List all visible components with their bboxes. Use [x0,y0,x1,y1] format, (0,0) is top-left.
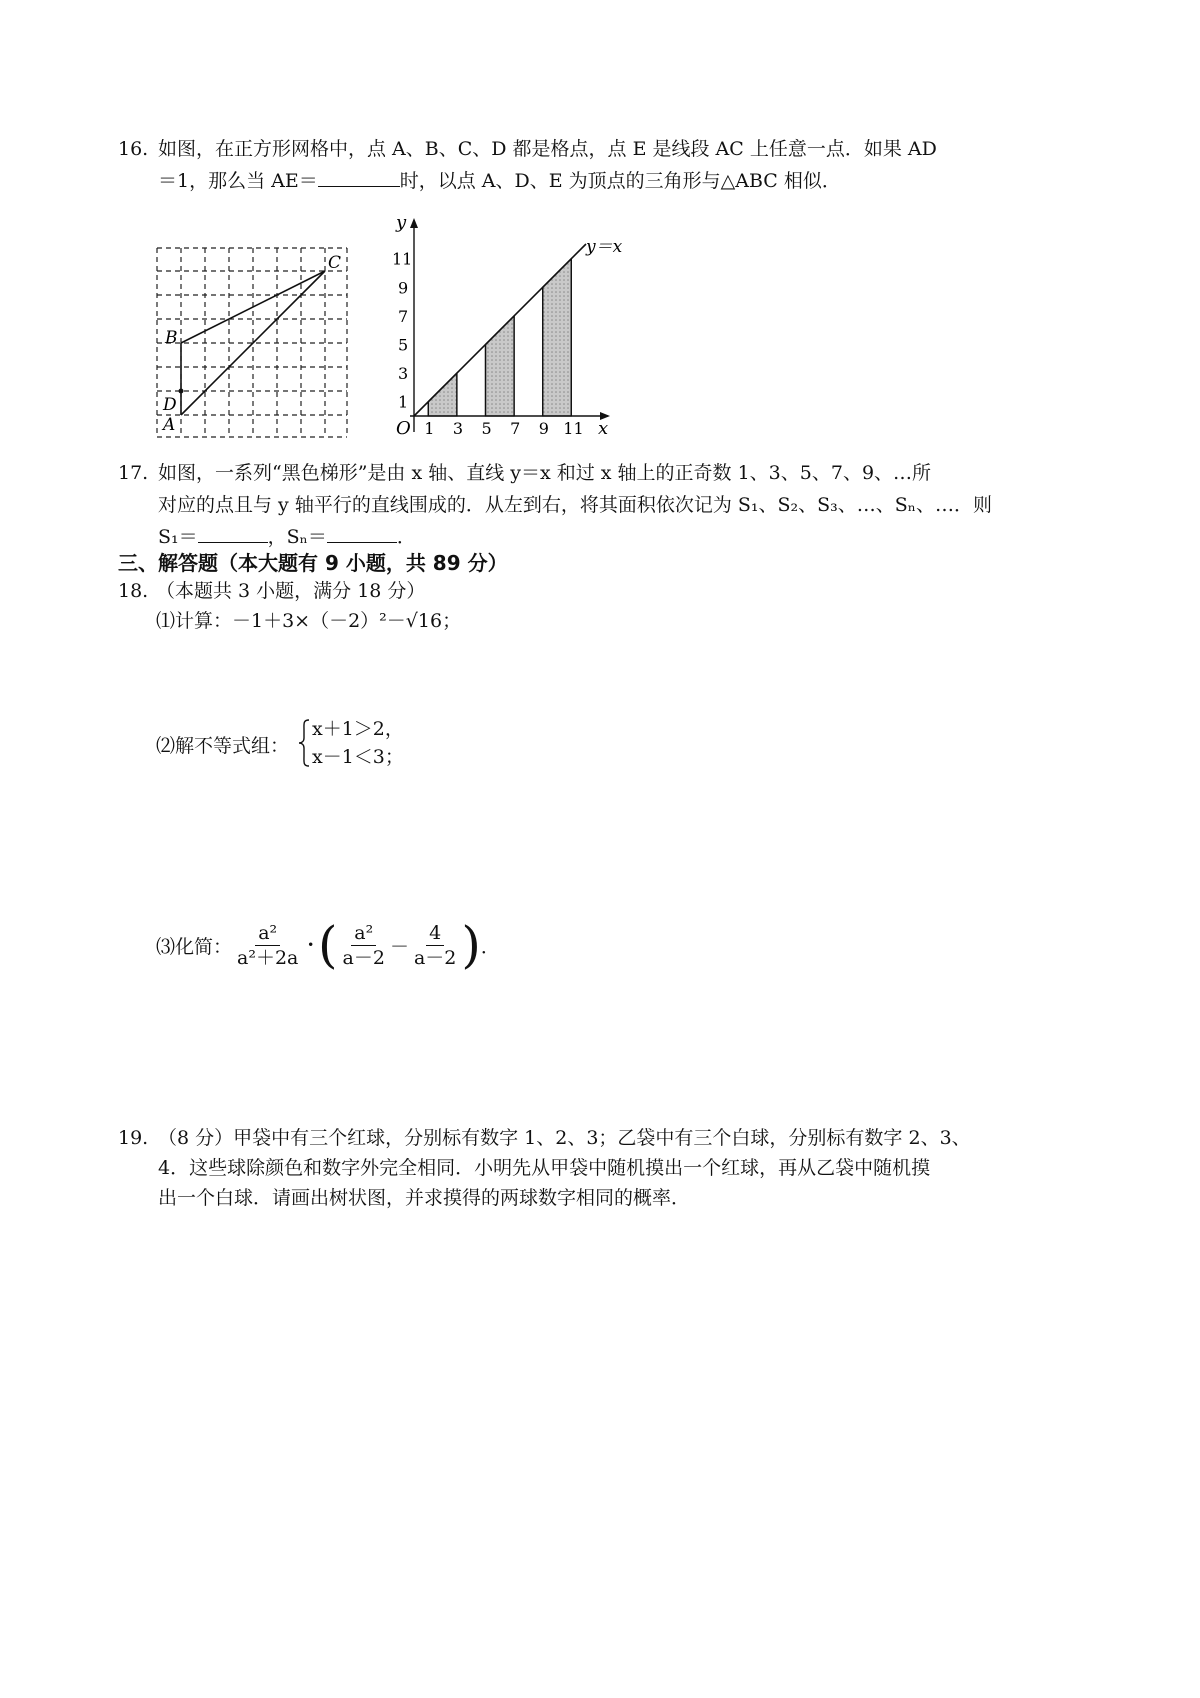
q17-text-line3 [158,524,416,550]
q18-part3-end: ． [480,935,500,958]
q16-number: 16. [118,138,149,160]
section3-title: 三、解答题（本大题有 9 小题，共 89 分） [118,551,508,575]
fraction-2 [340,921,388,970]
q17-sn-blank[interactable] [327,524,397,543]
q16-text-line1: 如图，在正方形网格中，点 A、B、C、D 都是格点，点 E 是线段 AC 上任意一点．如果 AD [158,138,937,160]
q16-text-line2 [158,168,841,194]
fraction-3-denominator: a－2 [413,946,457,969]
y-axis-arrow [410,218,418,228]
y-tick-3: 3 [398,364,409,384]
multiply-dot: · [307,934,315,956]
label-b: B [165,328,178,348]
x-tick-7: 7 [510,419,521,438]
origin-label: O [396,418,411,439]
q18-part2-eq1: x＋1＞2， [312,718,404,740]
fraction-3 [411,921,459,970]
q17-sn-label: ，Sₙ＝ [267,526,327,548]
q17-s1-label: S₁＝ [158,526,198,548]
q18-part2-brace [297,718,311,768]
q18-part2-label: ⑵解不等式组： [156,735,290,757]
x-ticks [424,419,583,438]
trapezoid-graph [390,210,635,445]
fraction-1-denominator: a²＋2a [237,946,299,969]
point-d-dot [179,389,184,394]
y-tick-1: 1 [398,392,409,412]
fraction-1 [234,921,301,970]
q19-text-line1: （8 分）甲袋中有三个红球，分别标有数字 1、2、3；乙袋中有三个白球，分别标有数字 2、3、 [158,1127,971,1149]
q16-line2-part-a: ＝1，那么当 AE＝ [158,170,318,192]
fraction-2-denominator: a－2 [342,946,385,969]
q17-text-line1: 如图，一系列“黑色梯形”是由 x 轴、直线 y＝x 和过 x 轴上的正奇数 1、3、5、7、9、…所 [158,462,932,484]
right-paren: ) [461,916,481,974]
y-tick-5: 5 [398,335,409,355]
line-label: y＝x [586,237,623,257]
y-tick-7: 7 [398,306,409,326]
label-d: D [163,395,177,415]
minus-sign: － [389,935,409,958]
q16-answer-blank[interactable] [318,168,400,187]
trapezoids [428,259,571,416]
y-axis-label: y [396,212,407,233]
x-tick-5: 5 [481,419,492,438]
grid-figure [148,240,360,446]
q16-line2-part-b: 时，以点 A、D、E 为顶点的三角形与△ABC 相似． [399,170,841,192]
x-axis-label: x [598,418,609,439]
fraction-1-numerator: a² [255,921,280,946]
q18-part3-label: ⑶化简： [156,935,233,958]
label-a: A [163,415,176,435]
grid-lines [157,248,347,437]
q19-number: 19. [118,1127,149,1149]
x-tick-9: 9 [538,419,549,438]
q18-part2-eq2: x－1＜3； [312,746,404,768]
y-tick-11: 11 [392,249,413,269]
label-c: C [328,253,342,273]
y-tick-9: 9 [398,278,409,298]
left-paren: ( [318,916,338,974]
x-tick-11: 11 [563,419,584,438]
q18-intro: （本题共 3 小题，满分 18 分） [156,580,426,602]
q17-text-line2: 对应的点且与 y 轴平行的直线围成的．从左到右，将其面积依次记为 S₁、S₂、S₃、…、Sₙ、…．则 [158,494,992,516]
x-tick-3: 3 [452,419,464,438]
q18-part3 [156,916,500,974]
trapezoid-s1 [428,373,457,416]
q18-part1: ⑴计算：－1＋3×（－2）²－√16； [156,610,462,632]
q18-number: 18. [118,580,149,602]
q19-text-line3: 出一个白球．请画出树状图，并求摸得的两球数字相同的概率． [158,1187,691,1209]
fraction-3-numerator: 4 [426,921,444,946]
q19-text-line2: 4．这些球除颜色和数字外完全相同．小明先从甲袋中随机摸出一个红球，再从乙袋中随机摸 [158,1157,931,1179]
q17-end: ． [396,526,416,548]
q17-s1-blank[interactable] [198,524,268,543]
fraction-2-numerator: a² [351,921,376,946]
x-tick-1: 1 [424,419,435,438]
y-ticks [392,250,412,412]
q17-number: 17. [118,462,149,484]
